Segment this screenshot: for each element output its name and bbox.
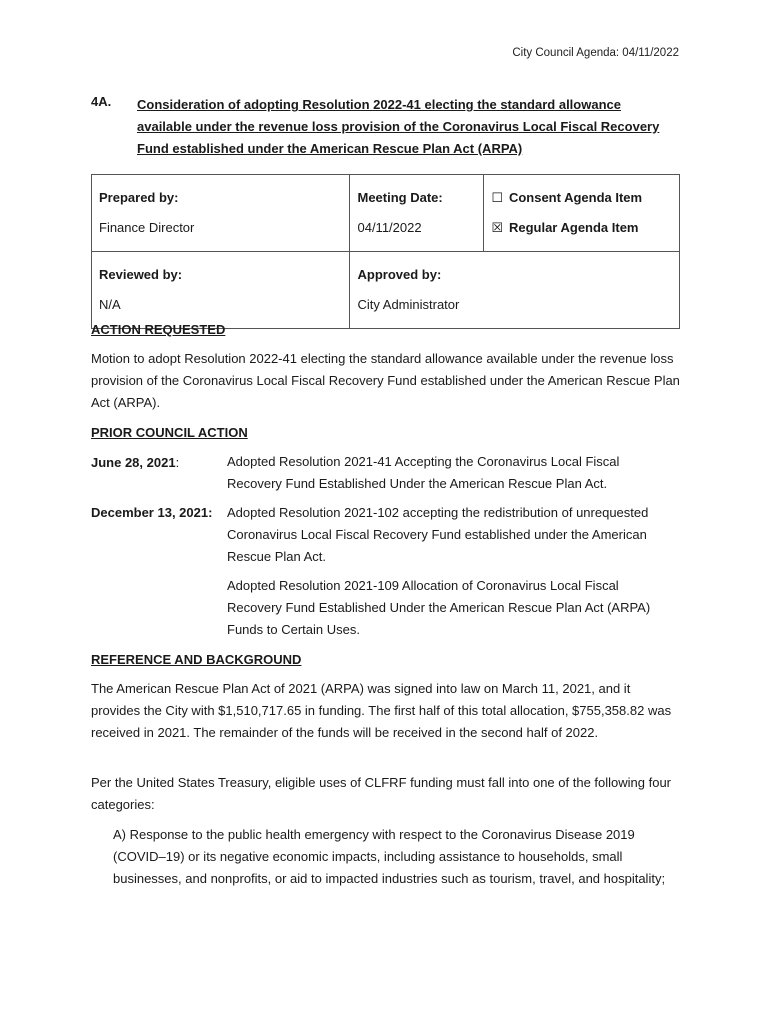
item-title-line: Fund established under the American Rescue Plan Act (ARPA) [137, 141, 523, 156]
background-paragraph: The American Rescue Plan Act of 2021 (ARPA) was signed into law on March 11, 2021, and it provides the City with $1,510,717.65 in funding. The first half of this total allocation, $755,358.82 was received in 2021. The remainder of the funds will be received in the second half of 2022. [91, 681, 672, 740]
prior-action-date: December 13, 2021: [91, 505, 213, 520]
reviewed-by-cell [92, 252, 350, 329]
item-title-line: available under the revenue loss provision of the Coronavirus Local Fiscal Recovery [137, 119, 660, 134]
reviewed-by-value: N/A [99, 297, 121, 312]
prior-action-date-text: June 28, 2021 [91, 455, 176, 470]
info-table [91, 174, 680, 329]
approved-by-value: City Administrator [357, 297, 460, 312]
agenda-type-cell [484, 175, 680, 252]
item-title [137, 94, 682, 160]
reference-background-heading: REFERENCE AND BACKGROUND [91, 652, 302, 667]
regular-agenda-label: Regular Agenda Item [508, 220, 639, 235]
regular-agenda-option [491, 213, 672, 243]
reviewed-by-label: Reviewed by: [99, 267, 183, 282]
prepared-by-cell [92, 175, 350, 252]
consent-agenda-label: Consent Agenda Item [508, 190, 643, 205]
regular-checkbox[interactable]: ☒ [491, 220, 503, 235]
prepared-by-label: Prepared by: [99, 190, 179, 205]
prior-action-date-colon: : [175, 455, 180, 470]
list-item: A) Response to the public health emergency with respect to the Coronavirus Disease 2019 (COVID–19) or its negative economic impacts, including assistance to households, small businesses, and nonprofits, or aid to impacted industries such as tourism, travel, and hospitality; [113, 827, 666, 886]
meeting-date-label: Meeting Date: [357, 190, 443, 205]
consent-agenda-option [491, 183, 672, 213]
agenda-date-header: City Council Agenda: 04/11/2022 [512, 47, 679, 59]
consent-checkbox[interactable]: ☐ [491, 190, 503, 205]
prior-action-text: Adopted Resolution 2021-41 Accepting the Coronavirus Local Fiscal Recovery Fund Established Under the American Rescue Plan Act. [227, 454, 620, 491]
approved-by-cell [350, 252, 680, 329]
item-number: 4A. [91, 94, 112, 109]
prior-action-date [91, 455, 179, 470]
action-requested-text: Motion to adopt Resolution 2022-41 electing the standard allowance available under the revenue loss provision of the Coronavirus Local Fiscal Recovery Fund established under the American Rescue Plan Act (ARPA). [91, 351, 680, 410]
item-title-line: Consideration of adopting Resolution 2022-41 electing the standard allowance [137, 97, 621, 112]
prior-council-action-heading: PRIOR COUNCIL ACTION [91, 425, 248, 440]
meeting-date-value: 04/11/2022 [357, 220, 422, 235]
eligible-uses-paragraph: Per the United States Treasury, eligible uses of CLFRF funding must fall into one of the following four categories: [91, 775, 672, 812]
action-requested-heading: ACTION REQUESTED [91, 322, 226, 337]
meeting-date-cell [350, 175, 484, 252]
approved-by-label: Approved by: [357, 267, 442, 282]
prior-action-text: Adopted Resolution 2021-102 accepting the redistribution of unrequested Coronavirus Local Fiscal Recovery Fund established under the American Rescue Plan Act. [227, 505, 649, 564]
prepared-by-value: Finance Director [99, 220, 195, 235]
prior-action-text: Adopted Resolution 2021-109 Allocation of Coronavirus Local Fiscal Recovery Fund Established Under the American Rescue Plan Act (ARPA) Funds to Certain Uses. [227, 578, 651, 637]
